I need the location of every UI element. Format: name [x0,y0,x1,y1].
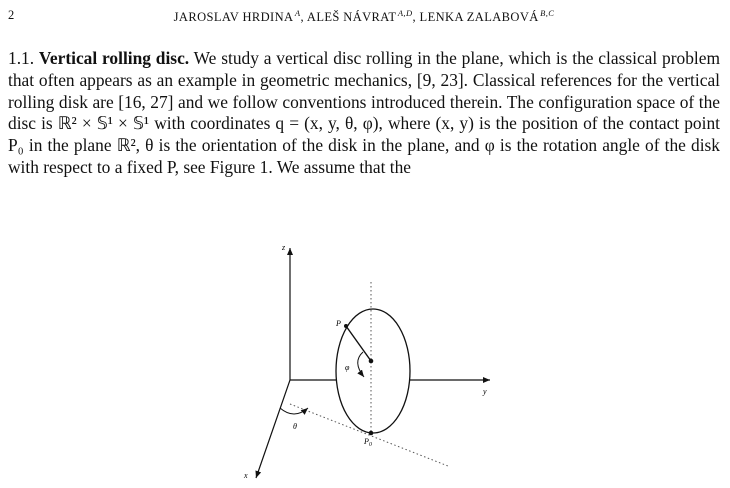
contact-point-dot [369,431,374,436]
point-p-dot [344,324,348,328]
theta-label: θ [293,422,297,431]
point-p-label: P [336,319,341,328]
x-axis [256,380,290,478]
section-title: Vertical rolling disc. [38,48,190,68]
x-axis-label: x [244,471,248,480]
point-p0-subscript: 0 [368,442,372,448]
author-affiliation: B,C [540,8,555,18]
author-affiliation: A [294,8,301,18]
author-name: JAROSLAV HRDINA [173,10,294,25]
section-body [8,48,720,179]
disc-center-dot [369,359,374,364]
phi-label: φ [345,363,350,372]
section-paragraph: We study a vertical disc rolling in the plane, which is the classical problem that often appears as an example in geometric mechanics, [9, 23]. Classical references for the vertical rolling disk are [16, 27] and we follow conventions introduced therein. The configuration space of the disc is ℝ² × 𝕊¹ × 𝕊¹ with coordinates q = (x, y, θ, φ), where (x, y) is the position of the contact point P₀ in the plane ℝ², θ is the orientation of the disk in the plane, and φ is the rotation angle of the disk with respect to a fixed P, see Figure 1. We assume that the [8,48,720,177]
author-affiliation: A,D [397,8,413,18]
y-axis-label: y [483,387,487,396]
point-p0-label [363,437,372,448]
page-header [8,8,720,26]
z-axis-label: z [282,243,286,252]
author-name: LENKA ZALABOVÁ [419,10,539,25]
point-p0-letter: P [364,437,369,446]
rolling-disc-diagram [200,234,500,484]
page-number: 2 [8,8,15,22]
disc-spoke [346,326,371,361]
section-number: 1.1. [8,48,35,68]
figure-rolling-disc [200,234,500,484]
author-name: ALEŠ NÁVRAT [306,10,397,25]
phi-angle-arc [358,352,364,377]
running-head-authors: JAROSLAV HRDINA $^A$, ALEŠ NÁVRAT $^{A,D}$, LENKA ZALABOVÁ $^{B,C}$ [173,8,555,25]
theta-angle-arc [280,408,308,414]
ground-dotted-line [290,404,448,466]
